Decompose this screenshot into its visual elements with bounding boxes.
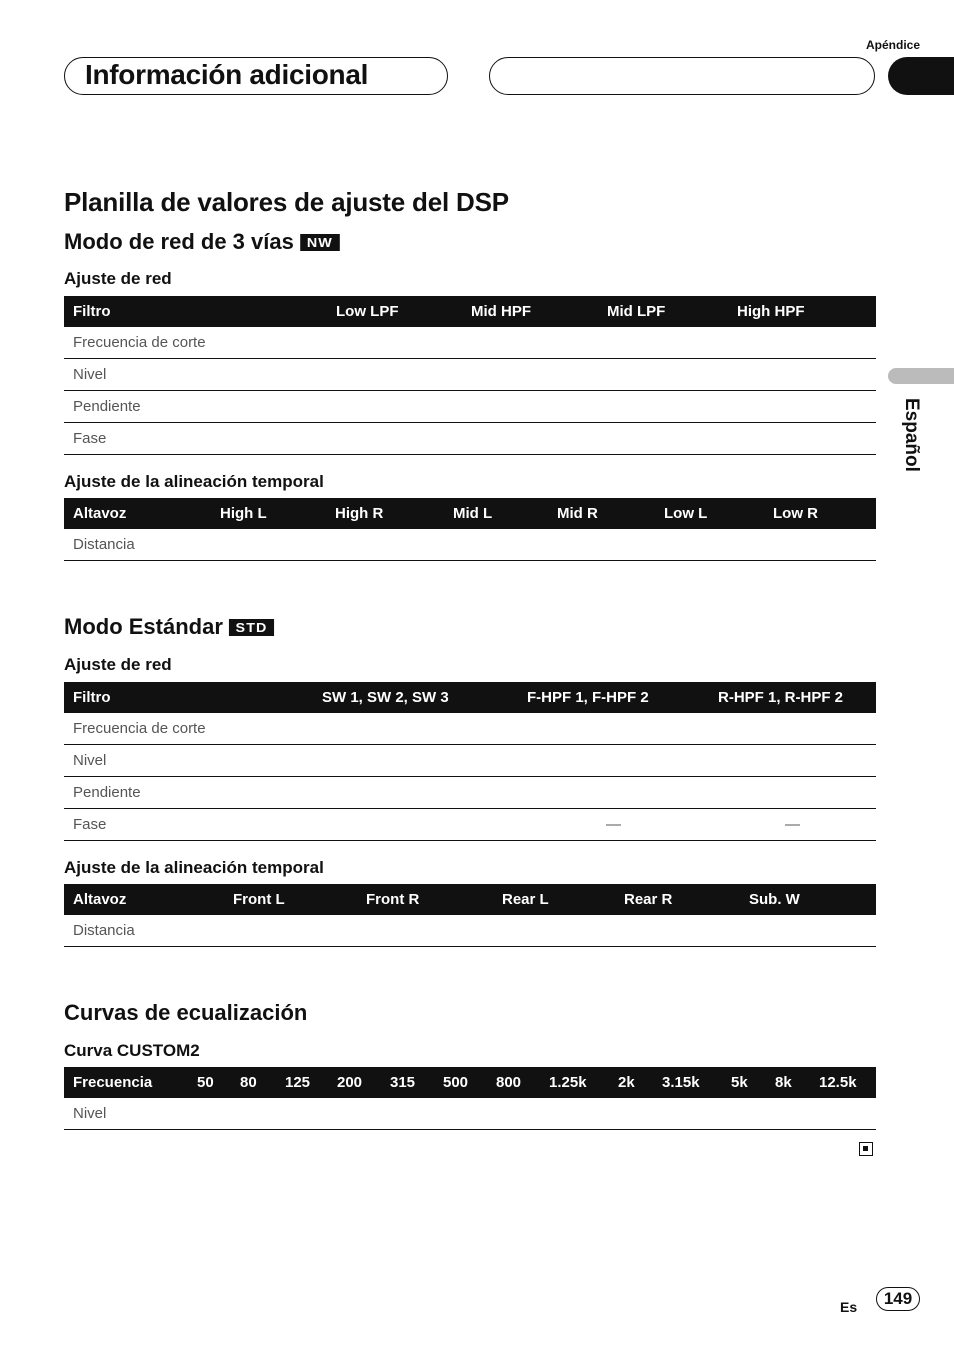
column-header: 8k <box>766 1067 810 1098</box>
page-title: Planilla de valores de ajuste del DSP <box>64 187 509 217</box>
table-cell <box>728 423 876 455</box>
table-cell <box>709 713 876 745</box>
table-cell <box>462 359 598 391</box>
table-cell <box>313 713 518 745</box>
table-cell <box>224 915 357 947</box>
nw-network-table <box>64 296 876 455</box>
table-cell <box>598 391 728 423</box>
language-tab-label: Español <box>901 398 922 472</box>
column-header: 315 <box>381 1067 434 1098</box>
table-cell <box>609 1098 653 1130</box>
table-header-row <box>64 1067 876 1098</box>
row-label: Nivel <box>64 1098 188 1130</box>
table-cell <box>766 1098 810 1130</box>
table-cell <box>328 1098 381 1130</box>
table-row <box>64 713 876 745</box>
table-cell <box>518 777 709 809</box>
table-cell <box>598 423 728 455</box>
table-cell <box>810 1098 876 1130</box>
table-cell <box>313 777 518 809</box>
table-cell <box>709 745 876 777</box>
not-applicable-cell: — <box>709 809 876 841</box>
nw-mode-title: Modo de red de 3 vías <box>64 229 294 254</box>
table-cell <box>462 423 598 455</box>
table-cell <box>326 529 444 561</box>
std-badge-icon: STD <box>229 619 274 636</box>
page-number: 149 <box>876 1287 920 1311</box>
footer-language-code: Es <box>840 1299 858 1315</box>
column-header: 2k <box>609 1067 653 1098</box>
column-header: Rear L <box>493 884 615 915</box>
table-cell <box>381 1098 434 1130</box>
std-time-table <box>64 884 876 947</box>
nw-badge-icon: NW <box>300 234 339 251</box>
column-header: Low L <box>655 498 764 529</box>
column-header: Altavoz <box>64 498 211 529</box>
table-cell <box>709 777 876 809</box>
table-row <box>64 777 876 809</box>
section-tab <box>888 57 954 95</box>
table-cell <box>722 1098 766 1130</box>
table-header-row <box>64 682 876 713</box>
row-label: Nivel <box>64 359 327 391</box>
table-cell <box>655 529 764 561</box>
table-row <box>64 391 876 423</box>
table-cell <box>327 327 462 359</box>
column-header: R-HPF 1, R-HPF 2 <box>709 682 876 713</box>
table-cell <box>540 1098 609 1130</box>
column-header: High L <box>211 498 326 529</box>
column-header: 5k <box>722 1067 766 1098</box>
column-header: 1.25k <box>540 1067 609 1098</box>
table-cell <box>518 713 709 745</box>
column-header: Mid R <box>548 498 655 529</box>
row-label: Fase <box>64 423 327 455</box>
table-cell <box>327 423 462 455</box>
row-label: Nivel <box>64 745 313 777</box>
std-network-table <box>64 682 876 841</box>
column-header: Front L <box>224 884 357 915</box>
table-cell <box>487 1098 540 1130</box>
table-row <box>64 529 876 561</box>
table-cell <box>728 327 876 359</box>
column-header: Low R <box>764 498 876 529</box>
row-label: Pendiente <box>64 391 327 423</box>
nw-mode-heading <box>64 229 338 255</box>
column-header: Altavoz <box>64 884 224 915</box>
column-header: 125 <box>276 1067 328 1098</box>
table-cell <box>444 529 548 561</box>
nw-network-heading: Ajuste de red <box>64 269 172 288</box>
column-header: 200 <box>328 1067 381 1098</box>
table-cell <box>764 529 876 561</box>
table-cell <box>518 745 709 777</box>
table-cell <box>493 915 615 947</box>
table-cell <box>327 359 462 391</box>
end-of-section-icon <box>859 1142 873 1156</box>
std-network-heading: Ajuste de red <box>64 655 172 674</box>
column-header: 3.15k <box>653 1067 722 1098</box>
row-label: Distancia <box>64 529 211 561</box>
column-header: SW 1, SW 2, SW 3 <box>313 682 518 713</box>
column-header: High R <box>326 498 444 529</box>
std-time-heading: Ajuste de la alineación temporal <box>64 858 324 877</box>
column-header: Mid L <box>444 498 548 529</box>
row-label: Frecuencia de corte <box>64 327 327 359</box>
eq-title: Curvas de ecualización <box>64 1000 308 1025</box>
table-cell <box>357 915 493 947</box>
column-header: Mid HPF <box>462 296 598 327</box>
column-header: 800 <box>487 1067 540 1098</box>
nw-time-table <box>64 498 876 561</box>
table-cell <box>327 391 462 423</box>
table-cell <box>728 391 876 423</box>
table-cell <box>740 915 876 947</box>
eq-curve-heading: Curva CUSTOM2 <box>64 1041 200 1060</box>
row-label: Frecuencia de corte <box>64 713 313 745</box>
column-header: Filtro <box>64 296 327 327</box>
table-row <box>64 745 876 777</box>
table-header-row <box>64 498 876 529</box>
table-cell <box>728 359 876 391</box>
column-header: Mid LPF <box>598 296 728 327</box>
nw-time-heading: Ajuste de la alineación temporal <box>64 472 324 491</box>
row-label: Fase <box>64 809 313 841</box>
table-header-row <box>64 296 876 327</box>
table-cell <box>598 327 728 359</box>
column-header: Front R <box>357 884 493 915</box>
table-row <box>64 423 876 455</box>
table-cell <box>276 1098 328 1130</box>
table-cell <box>188 1098 231 1130</box>
column-header: Rear R <box>615 884 740 915</box>
column-header: 12.5k <box>810 1067 876 1098</box>
table-cell <box>313 745 518 777</box>
table-cell <box>598 359 728 391</box>
table-cell <box>313 809 518 841</box>
row-label: Distancia <box>64 915 224 947</box>
std-mode-heading <box>64 614 272 640</box>
column-header: Frecuencia <box>64 1067 188 1098</box>
column-header: 80 <box>231 1067 276 1098</box>
section-label: Apéndice <box>866 38 921 52</box>
table-header-row <box>64 884 876 915</box>
eq-heading <box>64 1000 307 1026</box>
column-header: Filtro <box>64 682 313 713</box>
column-header: Sub. W <box>740 884 876 915</box>
column-header: High HPF <box>728 296 876 327</box>
language-tab-marker <box>888 368 954 384</box>
row-label: Pendiente <box>64 777 313 809</box>
table-cell <box>462 391 598 423</box>
table-cell <box>434 1098 487 1130</box>
table-cell <box>462 327 598 359</box>
eq-curve-table <box>64 1067 876 1130</box>
table-cell <box>231 1098 276 1130</box>
table-row <box>64 1098 876 1130</box>
table-row <box>64 359 876 391</box>
column-header: Low LPF <box>327 296 462 327</box>
table-row <box>64 915 876 947</box>
header-title: Información adicional <box>85 59 369 90</box>
table-cell <box>211 529 326 561</box>
header-empty-frame <box>489 57 875 95</box>
table-cell <box>615 915 740 947</box>
std-mode-title: Modo Estándar <box>64 614 223 639</box>
table-cell <box>548 529 655 561</box>
table-row <box>64 327 876 359</box>
column-header: 500 <box>434 1067 487 1098</box>
table-row <box>64 809 876 841</box>
column-header: F-HPF 1, F-HPF 2 <box>518 682 709 713</box>
not-applicable-cell: — <box>518 809 709 841</box>
table-cell <box>653 1098 722 1130</box>
column-header: 50 <box>188 1067 231 1098</box>
